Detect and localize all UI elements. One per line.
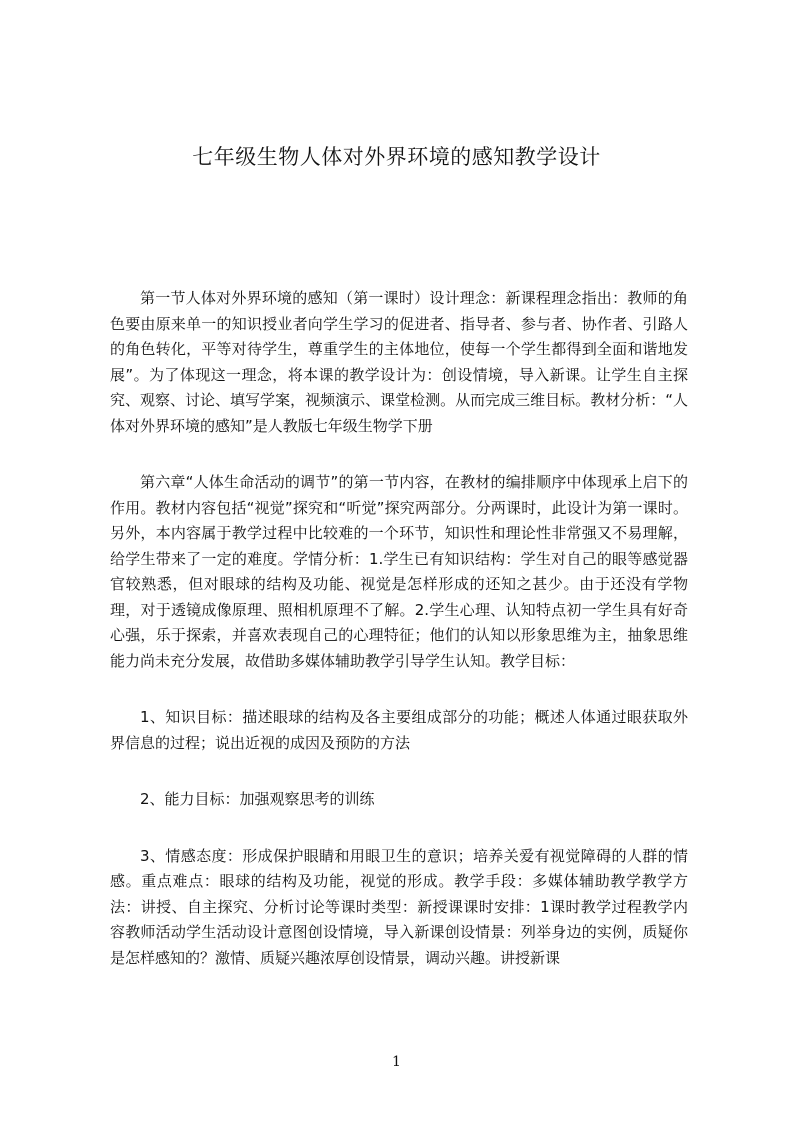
document-body [110,286,688,1002]
paragraph-emotion-goal: 3、情感态度：形成保护眼睛和用眼卫生的意识；培养关爱有视觉障碍的人群的情感。重点难点：眼球的结构及功能，视觉的形成。教学手段：多媒体辅助教学教学方法：讲授、自主探究、分析讨论等课时类型：新授课课时安排：1课时教学过程教学内容教师活动学生活动设计意图创设情境，导入新课创设情景：列举身边的实例，质疑你是怎样感知的？激情、质疑兴趣浓厚创设情景，调动兴趣。讲授新课 [110,846,688,967]
page-number: 1 [392,1054,401,1070]
paragraph-design-concept: 第一节人体对外界环境的感知（第一课时）设计理念：新课程理念指出：教师的角色要由原来单一的知识授业者向学生学习的促进者、指导者、参与者、协作者、引路人的角色转化，平等对待学生，尊重学生的主体地位，使每一个学生都得到全面和谐地发展”。为了体现这一理念，将本课的教学设计为：创设情境，导入新课。让学生自主探究、观察、讨论、填写学案，视频演示、课堂检测。从而完成三维目标。教材分析：“人体对外界环境的感知”是人教版七年级生物学下册 [110,289,688,435]
document-title: 七年级生物人体对外界环境的感知教学设计 [192,145,601,169]
paragraph-ability-goal: 2、能力目标：加强观察思考的训练 [140,790,375,808]
paragraph-knowledge-goal: 1、知识目标：描述眼球的结构及各主要组成部分的功能；概述人体通过眼获取外界信息的过程；说出近视的成因及预防的方法 [110,708,688,752]
paragraph-material-analysis: 第六章“人体生命活动的调节”的第一节内容，在教材的编排顺序中体现承上启下的作用。教材内容包括“视觉”探究和“听觉”探究两部分。分两课时，此设计为第一课时。另外，本内容属于教学过程中比较难的一个环节，知识性和理论性非常强又不易理解，给学生带来了一定的难度。学情分析：1.学生已有知识结构：学生对自己的眼等感觉器官较熟悉，但对眼球的结构及功能、视觉是怎样形成的还知之甚少。由于还没有学物理，对于透镜成像原理、照相机原理不了解。2.学生心理、认知特点初一学生具有好奇心强，乐于探索，并喜欢表现自己的心理特征；他们的认知以形象思维为主，抽象思维能力尚未充分发展，故借助多媒体辅助教学引导学生认知。教学目标： [110,473,688,670]
